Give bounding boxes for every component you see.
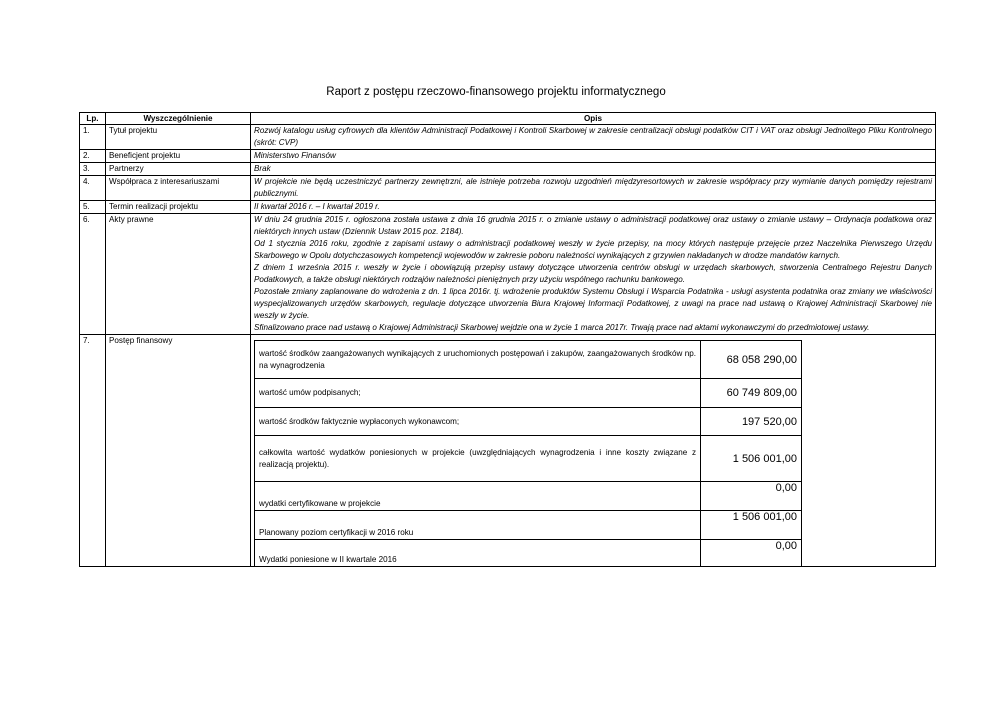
row-desc: Rozwój katalogu usług cyfrowych dla klientów Administracji Podatkowej i Kontroli Skarbowej w zakresie centralizacji obsługi podatków CIT i VAT oraz obsługi Jednolitego Pliku Kontrolnego (skrót: CVP)	[251, 125, 936, 150]
table-row	[80, 201, 936, 214]
row-item: Partnerzy	[106, 163, 251, 176]
row-item: Termin realizacji projektu	[106, 201, 251, 214]
finance-cell	[251, 335, 936, 567]
finance-label: wartość umów podpisanych;	[255, 379, 701, 408]
finance-label: Planowany poziom certyfikacji w 2016 roku	[255, 511, 701, 540]
row-item: Akty prawne	[106, 214, 251, 335]
finance-value: 197 520,00	[701, 408, 802, 436]
acts-paragraph: Od 1 stycznia 2016 roku, zgodnie z zapisami ustawy o administracji podatkowej weszły w życie przepisy, na mocy których następuje przejęcie przez Naczelnika Pierwszego Urzędu Skarbowego w Opolu dotychczasowych kompetencji wojewodów w zakresie poboru należności wynikających z grzywien nakładanych w drodze mandatów karnych.	[254, 239, 932, 260]
finance-row	[255, 408, 802, 436]
finance-row	[255, 341, 802, 379]
header-desc: Opis	[251, 113, 936, 125]
finance-row	[255, 482, 802, 511]
table-row-acts	[80, 214, 936, 335]
row-desc: Brak	[251, 163, 936, 176]
row-lp: 1.	[80, 125, 106, 150]
report-table	[79, 112, 936, 567]
finance-row	[255, 540, 802, 567]
finance-label: całkowita wartość wydatków poniesionych w projekcie (uwzględniających wynagrodzenia i inne koszty związane z realizacją projektu).	[255, 436, 701, 482]
row-desc: II kwartał 2016 r. – I kwartał 2019 r.	[251, 201, 936, 214]
row-desc: Ministerstwo Finansów	[251, 150, 936, 163]
row-lp: 3.	[80, 163, 106, 176]
row-lp: 4.	[80, 176, 106, 201]
row-desc: W projekcie nie będą uczestniczyć partnerzy zewnętrzni, ale istnieje potrzeba rozwoju uzgodnień międzyresortowych w zakresie współpracy przy wymianie danych pomiędzy rejestrami publicznymi.	[251, 176, 936, 201]
acts-paragraph: Pozostałe zmiany zaplanowane do wdrożenia z dn. 1 lipca 2016r. tj. wdrożenie produktów Systemu Obsługi i Wsparcia Podatnika - usługi asystenta podatnika oraz zmiany we właściwości wyspecjalizowanych urzędów skarbowych, regulacje dotyczące utworzenia Biura Krajowej Informacji Podatkowej, z uwagi na prace nad ustawą o Krajowej Administracji Skarbowej nie weszły w życie.	[254, 287, 932, 320]
table-row	[80, 163, 936, 176]
acts-paragraph: Sfinalizowano prace nad ustawą o Krajowej Administracji Skarbowej wejdzie ona w życie 1 marca 2017r. Trwają prace nad aktami wykonawczymi do przedmiotowej ustawy.	[254, 323, 870, 332]
header-item: Wyszczególnienie	[106, 113, 251, 125]
row-item: Tytuł projektu	[106, 125, 251, 150]
finance-row	[255, 436, 802, 482]
finance-row	[255, 511, 802, 540]
table-header-row	[80, 113, 936, 125]
row-lp: 2.	[80, 150, 106, 163]
row-item: Beneficjent projektu	[106, 150, 251, 163]
finance-table	[254, 340, 802, 567]
finance-label: wartość środków faktycznie wypłaconych wykonawcom;	[255, 408, 701, 436]
finance-value: 1 506 001,00	[701, 511, 802, 540]
finance-value: 0,00	[701, 482, 802, 511]
row-lp: 7.	[80, 335, 106, 567]
report-title: Raport z postępu rzeczowo-finansowego projektu informatycznego	[326, 86, 666, 98]
table-row	[80, 125, 936, 150]
header-lp: Lp.	[80, 113, 106, 125]
row-lp: 6.	[80, 214, 106, 335]
acts-paragraph: W dniu 24 grudnia 2015 r. ogłoszona została ustawa z dnia 16 grudnia 2015 r. o zmianie ustawy o administracji podatkowej oraz ustawy o zmianie ustawy – Ordynacja podatkowa oraz niektórych innych ustaw (Dziennik Ustaw 2015 poz. 2184).	[254, 215, 932, 236]
table-row	[80, 176, 936, 201]
table-row	[80, 150, 936, 163]
finance-value: 1 506 001,00	[701, 436, 802, 482]
table-row-finance	[80, 335, 936, 567]
finance-value: 60 749 809,00	[701, 379, 802, 408]
finance-label: wartość środków zaangażowanych wynikających z uruchomionych postępowań i zakupów, zaangażowanych środków np. na wynagrodzenia	[255, 341, 701, 379]
acts-paragraph: Z dniem 1 września 2015 r. weszły w życie i obowiązują przepisy ustawy dotyczące utworzenia centrów obsługi w urzędach skarbowych, stworzenia Centralnego Rejestru Danych Podatkowych, a także obsługi niektórych rodzajów należności pieniężnych przy użyciu wspólnego rachunku bankowego.	[254, 263, 932, 284]
row-item: Postęp finansowy	[106, 335, 251, 567]
finance-value: 0,00	[701, 540, 802, 567]
finance-label: wydatki certyfikowane w projekcie	[255, 482, 701, 511]
row-lp: 5.	[80, 201, 106, 214]
finance-row	[255, 379, 802, 408]
acts-description	[251, 214, 936, 335]
finance-value: 68 058 290,00	[701, 341, 802, 379]
finance-label: Wydatki poniesione w II kwartale 2016	[255, 540, 701, 567]
row-item: Współpraca z interesariuszami	[106, 176, 251, 201]
